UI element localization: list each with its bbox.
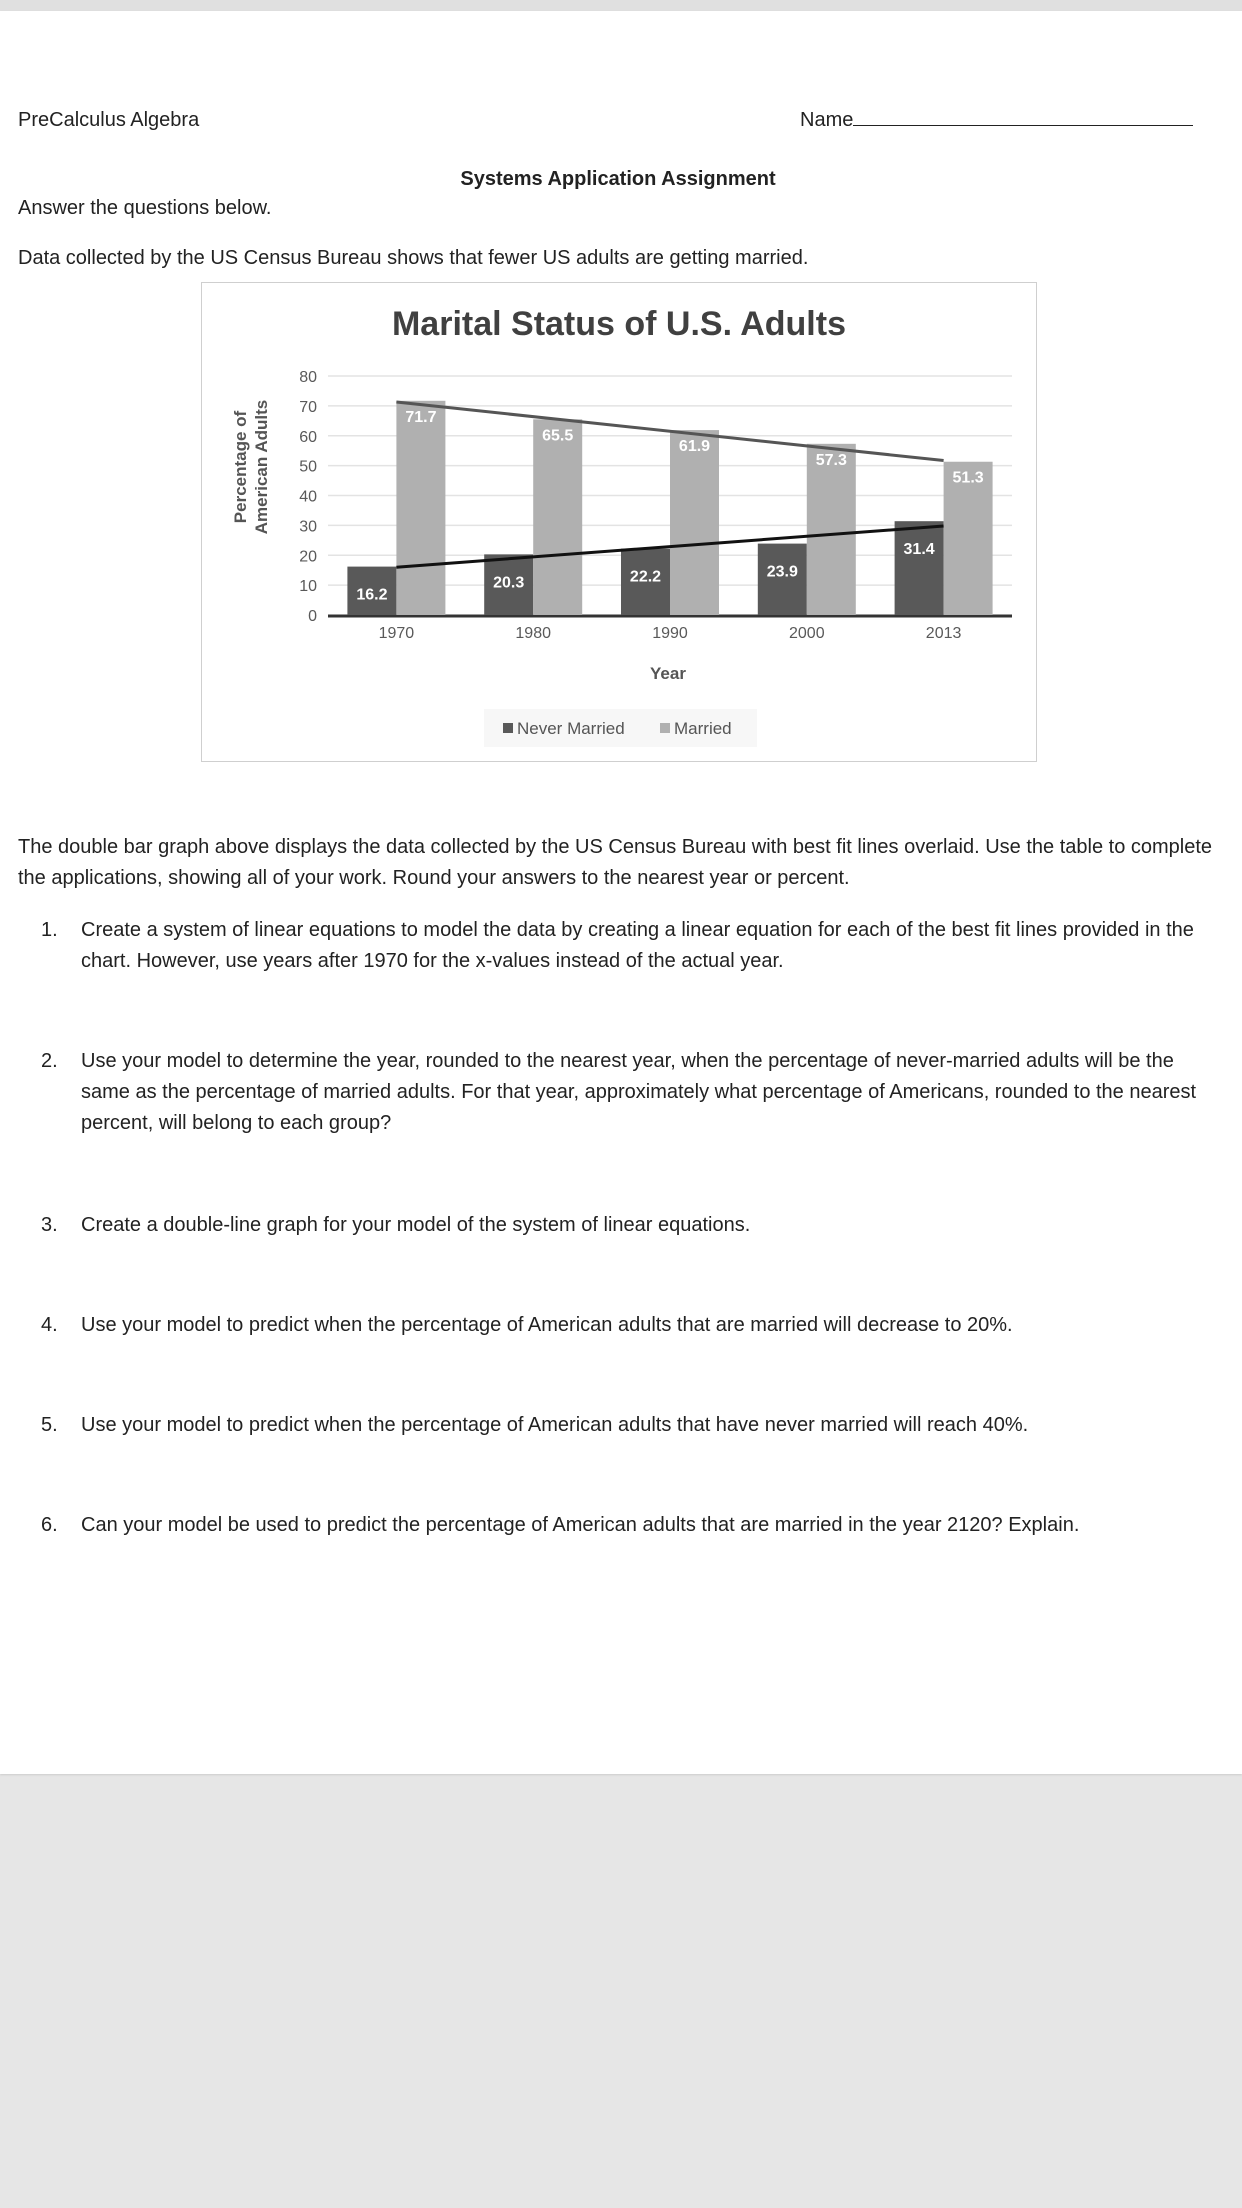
bar-married <box>670 430 719 615</box>
top-band <box>0 0 1242 11</box>
instructions-paragraph: The double bar graph above displays the data collected by the US Census Bureau with best fit lines overlaid. Use the table to complete the applications, showing all of your work. Round your answers to the nearest year or percent. <box>18 836 1213 889</box>
question-number: 3. <box>41 1214 58 1236</box>
y-axis-label-line1: Percentage of <box>231 410 250 524</box>
data-label-married: 51.3 <box>952 469 984 487</box>
x-tick-label: 2013 <box>925 625 962 642</box>
data-statement: Data collected by the US Census Bureau shows that fewer US adults are getting married. <box>18 247 809 269</box>
data-label-married: 61.9 <box>678 438 711 456</box>
question-number: 4. <box>41 1314 58 1336</box>
question-number: 2. <box>41 1050 58 1072</box>
data-label-married: 71.7 <box>405 408 437 426</box>
bar-married <box>396 401 445 615</box>
question-text: Use your model to predict when the percentage of American adults that have never married will reach 40%. <box>81 1414 1029 1436</box>
y-tick-label: 40 <box>299 488 317 506</box>
x-tick-label: 1980 <box>515 625 551 642</box>
question-number: 6. <box>41 1514 58 1536</box>
instruction-text: Answer the questions below. <box>18 197 272 219</box>
y-axis-label-line2: American Adults <box>252 399 271 535</box>
name-label: Name <box>800 109 854 131</box>
legend-swatch-married <box>660 723 670 733</box>
y-tick-label: 10 <box>299 578 317 596</box>
y-tick-label: 80 <box>299 369 317 386</box>
question-text: Use your model to determine the year, rounded to the nearest year, when the percentage of never-married adults will be the same as the percentage of married adults. For that year, approximately what percentage of Americans, rounded to the nearest percent, will belong to each group? <box>81 1050 1197 1134</box>
question-text: Create a double-line graph for your model of the system of linear equations. <box>81 1214 751 1236</box>
assignment-title: Systems Application Assignment <box>460 168 776 190</box>
data-label-married: 57.3 <box>815 451 847 469</box>
data-label-married: 65.5 <box>542 427 574 445</box>
bar-married <box>533 419 582 615</box>
x-tick-label: 1990 <box>652 625 688 642</box>
bar-married <box>807 444 856 615</box>
chart-title: Marital Status of U.S. Adults <box>391 305 847 343</box>
y-tick-label: 60 <box>299 428 317 446</box>
y-tick-label: 50 <box>299 458 317 476</box>
chart-container <box>201 282 1037 762</box>
bar-chart <box>202 283 1036 761</box>
y-tick-label: 0 <box>308 608 317 625</box>
question-number: 5. <box>41 1414 58 1436</box>
x-tick-label: 1970 <box>378 625 415 642</box>
y-tick-label: 70 <box>299 398 317 416</box>
x-axis-label: Year <box>650 664 686 683</box>
question-text: Can your model be used to predict the percentage of American adults that are married in the year 2120? Explain. <box>81 1514 1080 1536</box>
legend-label-never-married: Never Married <box>517 719 625 738</box>
course-name: PreCalculus Algebra <box>18 109 200 131</box>
y-tick-label: 30 <box>299 518 317 536</box>
name-blank-line <box>853 105 1193 126</box>
legend-swatch-never-married <box>503 723 513 733</box>
question-number: 1. <box>41 919 58 941</box>
data-label-never-married: 20.3 <box>493 574 525 592</box>
data-label-never-married: 22.2 <box>629 568 662 586</box>
legend-label-married: Married <box>674 719 732 738</box>
x-tick-label: 2000 <box>789 625 825 642</box>
question-text: Use your model to predict when the percentage of American adults that are married will decrease to 20%. <box>81 1314 1013 1336</box>
question-text: Create a system of linear equations to model the data by creating a linear equation for each of the best fit lines provided in the chart. However, use years after 1970 for the x-values instead of the actual year. <box>81 919 1194 972</box>
y-tick-label: 20 <box>299 548 317 566</box>
data-label-never-married: 31.4 <box>903 541 935 559</box>
data-label-never-married: 16.2 <box>356 586 388 604</box>
name-field <box>800 105 1193 136</box>
bar-never-married <box>895 521 944 615</box>
data-label-never-married: 23.9 <box>766 563 798 581</box>
